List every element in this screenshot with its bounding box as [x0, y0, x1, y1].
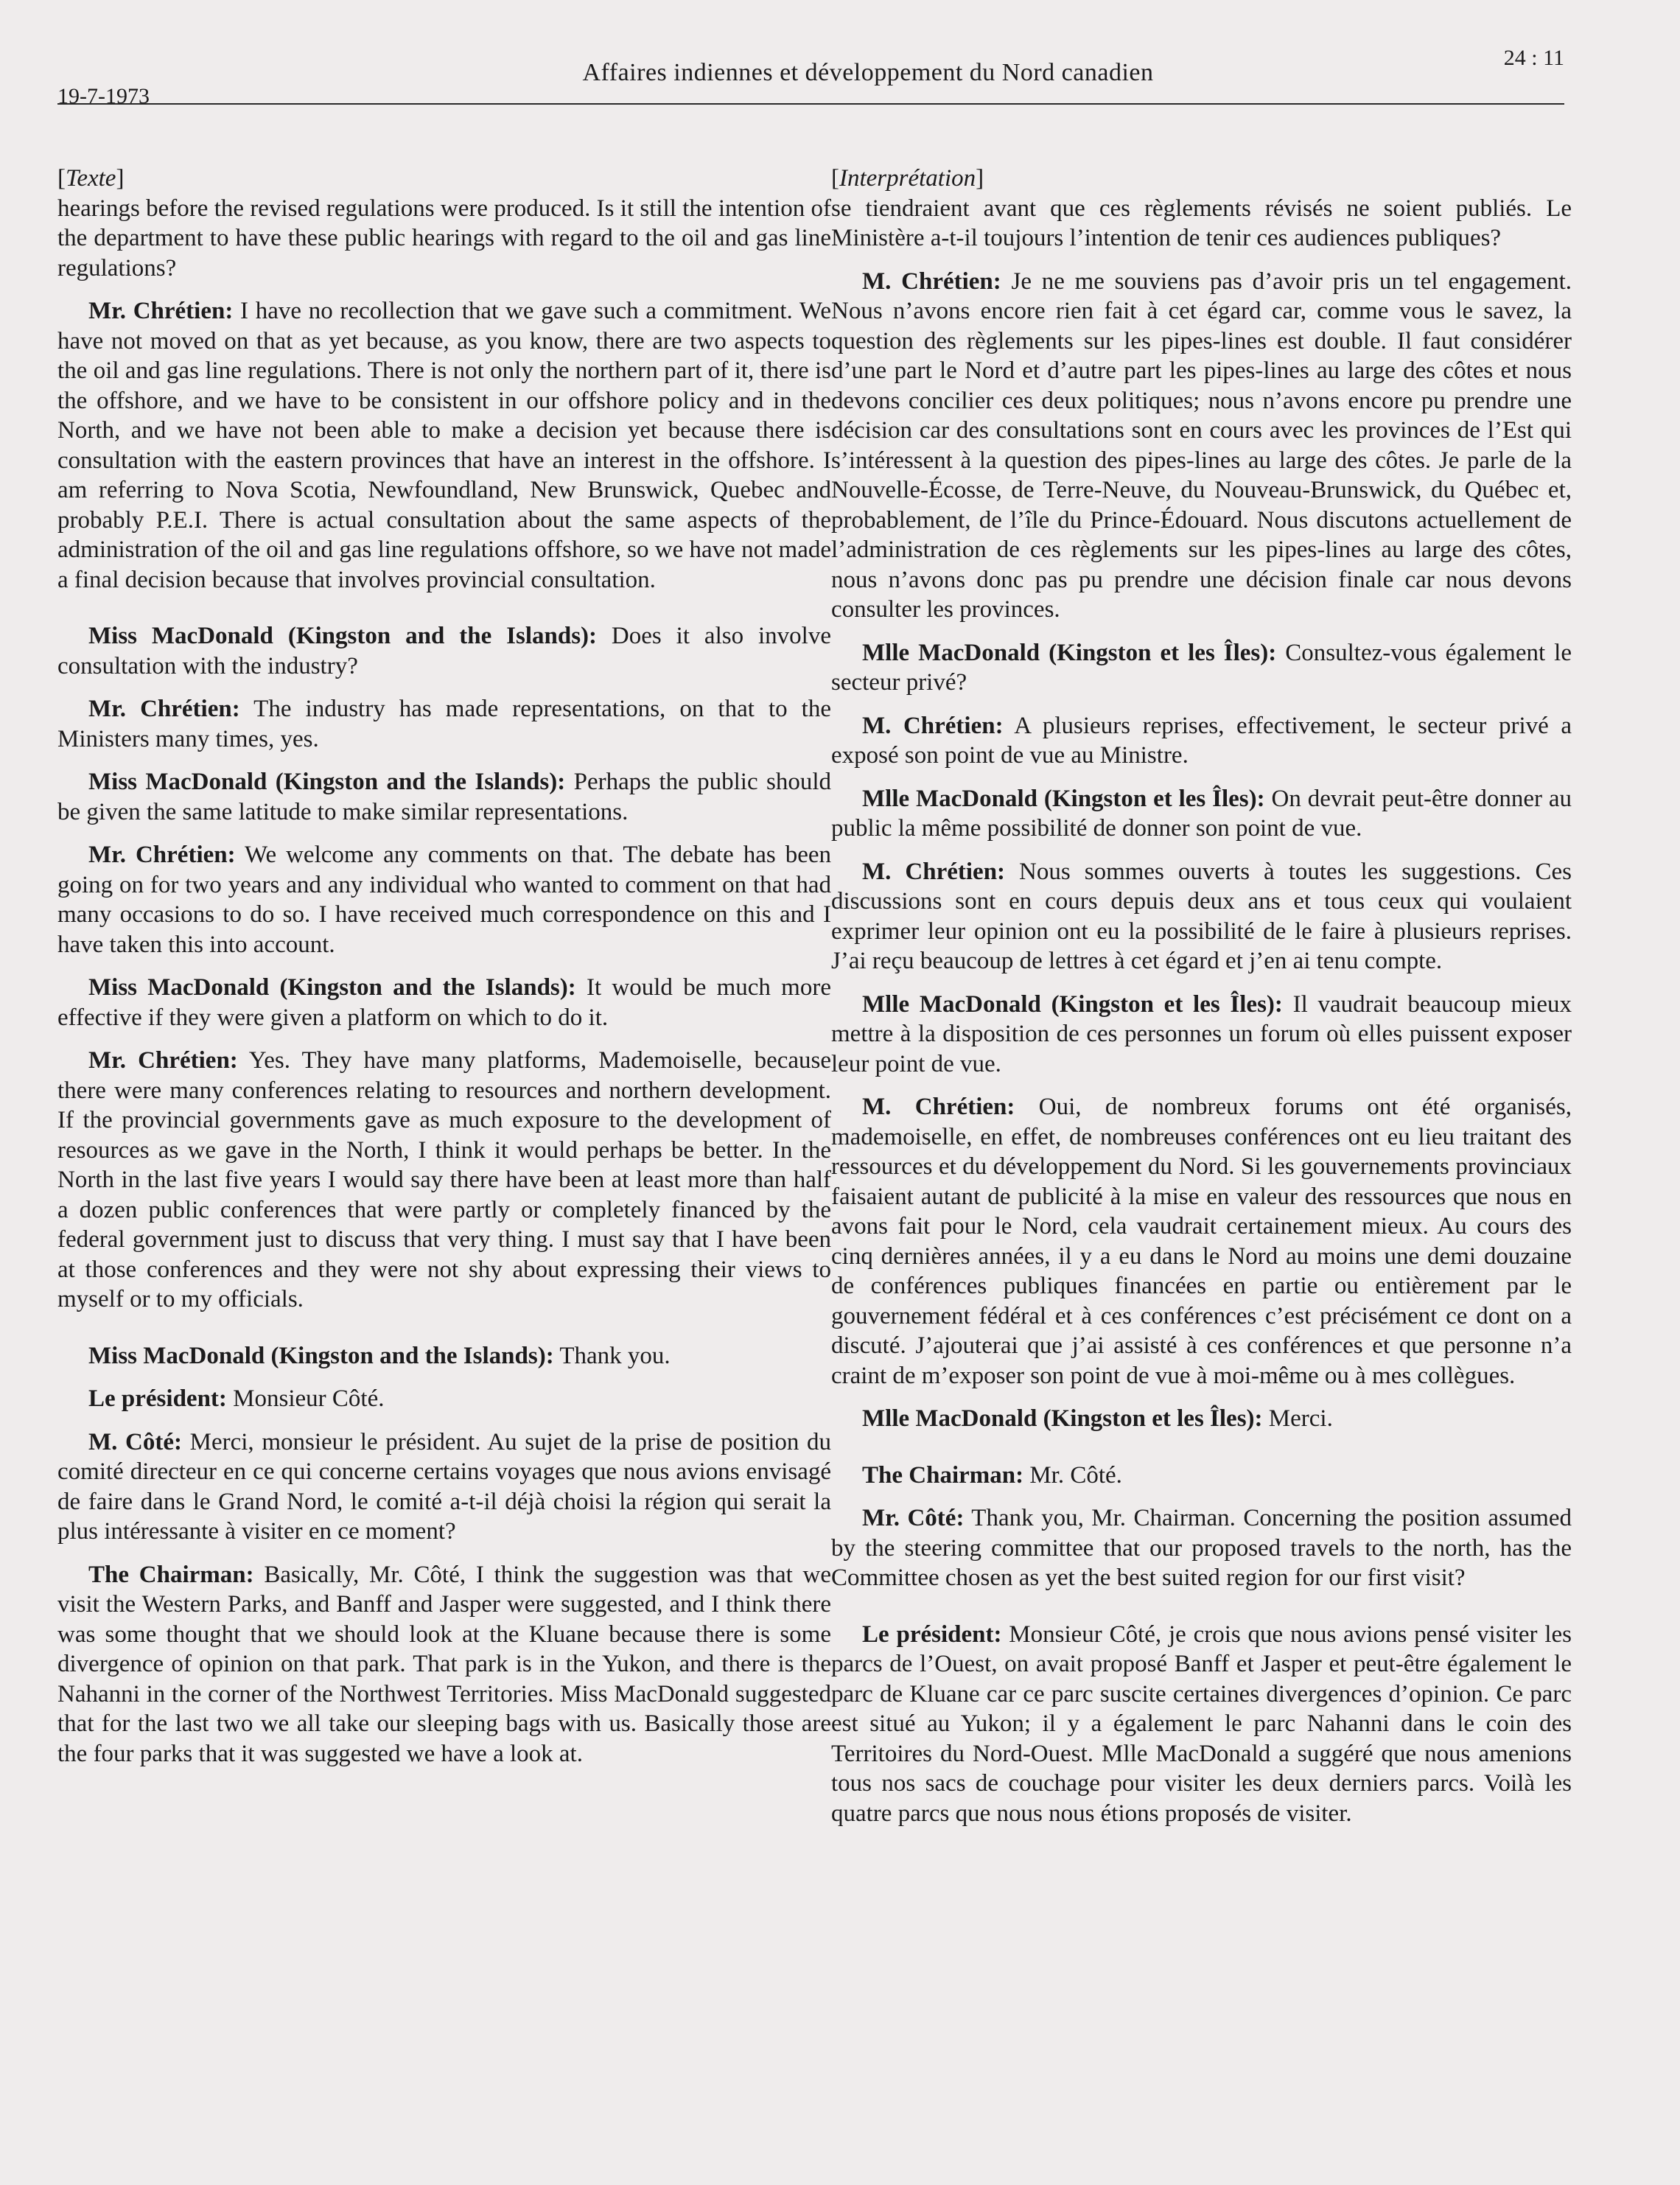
speaker-name: Mlle MacDonald (Kingston et les Îles):	[862, 639, 1277, 666]
speech-paragraph	[57, 1046, 831, 1315]
speaker-name: Miss MacDonald (Kingston and the Islands):	[88, 623, 598, 649]
speech-text: Nous sommes ouverts à toutes les suggestions. Ces discussions sont en cours depuis deux ans et tous ceux qui voulaient exprimer leur opinion ont eu la possibilité de le faire à plusieurs reprises. J’ai reçu beaucoup de lettres à cet égard et j’en ai tenu compte.	[831, 858, 1572, 974]
speaker-name: Miss MacDonald (Kingston and the Islands):	[88, 1342, 554, 1369]
left-column	[57, 164, 831, 1782]
speech-text: On devrait peut-être donner au public la même possibilité de donner son point de vue.	[831, 785, 1572, 842]
speech-paragraph	[831, 1461, 1572, 1491]
speech-paragraph	[831, 267, 1572, 625]
opening-paragraph: se tiendraient avant que ces règlements révisés ne soient publiés. Le Ministère a-t-il toujours l’intention de tenir ces audiences publiques?	[831, 195, 1572, 251]
speech-text: Je ne me souviens pas d’avoir pris un tel engagement. Nous n’avons encore rien fait à cet égard car, comme vous le savez, la question des règlements sur les pipes-lines est double. Il faut considérer d’une part le Nord et d’autre part les pipes-lines au large des côtes et nous devons concilier ces deux politiques; nous n’avons encore pu prendre une décision car des consultations sont en cours avec les provinces de l’Est qui s’intéressent à la question des pipes-lines au large des côtes. Je parle de la Nouvelle-Écosse, de Terre-Neuve, du Nouveau-Brunswick, du Québec et, probablement, de l’île du Prince-Édouard. Nous discutons actuellement de l’administration de ces règlements sur les pipes-lines au large des côtes, nous n’avons donc pas pu prendre une décision finale car nous devons consulter les provinces.	[831, 268, 1572, 623]
speech-text: Il vaudrait beaucoup mieux mettre à la disposition de ces personnes un forum où elles puissent exposer leur point de vue.	[831, 990, 1572, 1077]
speech-paragraph	[831, 784, 1572, 844]
page-header	[57, 29, 1564, 108]
speaker-name: M. Chrétien:	[862, 712, 1004, 739]
speech-paragraph	[831, 1503, 1572, 1593]
speaker-name: M. Chrétien:	[862, 858, 1006, 885]
speaker-name: Le président:	[88, 1385, 227, 1412]
speech-text: Yes. They have many platforms, Mademoiselle, because there were many conferences relating to resources and northern development. If the provincial governments gave as much exposure to the development of resources as we gave in the North, I think it would perhaps be better. In the North in the last five years I would say there have been at least more than half a dozen public conferences that were partly or completely financed by the federal government just to discuss that very thing. I must say that I have been at those conferences and they were not shy about expressing their views to myself or to my officials.	[57, 1047, 832, 1312]
speech-paragraph	[831, 1404, 1572, 1434]
speech-text: Merci.	[1262, 1405, 1333, 1432]
speech-text: Monsieur Côté, je crois que nous avions pensé visiter les parcs de l’Ouest, on avait proposé Banff et Jasper et peut-être également le parc de Kluane car ce parc suscite certaines divergences d’opinion. Ce parc est situé au Yukon; il y a également le parc Nahanni dans le coin des Territoires du Nord-Ouest. Mlle MacDonald a suggéré que nous amenions tous nos sacs de couchage pour visiter les deux derniers parcs. Voilà les quatre parcs que nous nous étions proposés de visiter.	[831, 1621, 1572, 1827]
header-date: 19-7-1973	[57, 84, 150, 108]
speech-text: The industry has made representations, on that to the Ministers many times, yes.	[57, 696, 831, 752]
speaker-name: Miss MacDonald (Kingston and the Islands):	[88, 769, 566, 795]
speaker-name: Le président:	[862, 1621, 1002, 1648]
speech-text: Mr. Côté.	[1023, 1461, 1122, 1489]
speaker-name: Mlle MacDonald (Kingston et les Îles):	[862, 785, 1265, 812]
speech-paragraph	[831, 990, 1572, 1080]
speech-text: I have no recollection that we gave such a commitment. We have not moved on that as yet because, as you know, there are two aspects to the oil and gas line regulations. There is not only the northern part of it, there is the offshore, and we have to be consistent in our offshore policy and in the North, and we have not been able to make a decision yet because there is consultation with the eastern provinces that have an interest in the offshore. I am referring to Nova Scotia, Newfoundland, New Brunswick, Quebec and probably P.E.I. There is actual consultation about the same aspects of the administration of the oil and gas line regulations offshore, so we have not made a final decision because that involves provincial consultation.	[57, 298, 832, 593]
speech-text: It would be much more effective if they were given a platform on which to do it.	[57, 974, 831, 1031]
speech-text: Perhaps the public should be given the same latitude to make similar representations.	[57, 769, 831, 825]
speech-paragraph	[831, 1092, 1572, 1391]
speaker-name: Mlle MacDonald (Kingston et les Îles):	[862, 1405, 1263, 1432]
speaker-name: Mr. Chrétien:	[88, 298, 234, 324]
speech-paragraph	[57, 1384, 831, 1414]
header-title: Affaires indiennes et développement du Nord canadien	[582, 59, 1154, 86]
speaker-name: The Chairman:	[862, 1461, 1024, 1489]
speech-list	[57, 296, 831, 1769]
speaker-name: The Chairman:	[88, 1561, 254, 1588]
speech-text: Basically, Mr. Côté, I think the suggestion was that we visit the Western Parks, and Banff and Jasper were suggested, and I think there was some thought that we should look at the Kluane because there is some divergence of opinion on that park. That park is in the Yukon, and there is the Nahanni in the corner of the Northwest Territories. Miss MacDonald suggested that for the last two we all take our sleeping bags with us. Basically those are the four parks that it was suggested we have a look at.	[57, 1561, 832, 1767]
speech-text: Thank you.	[553, 1342, 671, 1369]
speech-text: Monsieur Côté.	[226, 1385, 385, 1412]
speech-paragraph	[831, 711, 1572, 771]
speech-paragraph	[57, 694, 831, 754]
speech-paragraph	[57, 1427, 831, 1547]
speech-list	[831, 267, 1572, 1829]
speech-paragraph	[831, 1620, 1572, 1829]
speaker-name: Mr. Chrétien:	[88, 842, 236, 868]
speaker-name: Mlle MacDonald (Kingston et les Îles):	[862, 990, 1283, 1018]
speech-text: Merci, monsieur le président. Au sujet de la prise de position du comité directeur en ce qui concerne certains voyages que nous avions envisagé de faire dans le Grand Nord, le comité a-t-il déjà choisi la région qui serait la plus intéressante à visiter en ce moment?	[57, 1428, 832, 1545]
speaker-name: M. Chrétien:	[862, 1094, 1015, 1120]
speech-paragraph	[57, 840, 831, 959]
speech-text: A plusieurs reprises, effectivement, le secteur privé a exposé son point de vue au Ministre.	[831, 712, 1572, 769]
speaker-name: Mr. Chrétien:	[88, 1047, 238, 1074]
speech-text: Consultez-vous également le secteur privé?	[831, 639, 1572, 696]
speaker-name: Mr. Côté:	[862, 1505, 965, 1531]
speech-paragraph	[57, 621, 831, 681]
section-tag-label: Texte	[66, 165, 116, 192]
speech-paragraph	[57, 1341, 831, 1371]
speech-paragraph	[57, 296, 831, 595]
speech-text: We welcome any comments on that. The debate has been going on for two years and any individual who wanted to comment on that had many occasions to do so. I have received much correspondence on this and I have taken this into account.	[57, 842, 831, 958]
right-column	[831, 164, 1572, 1842]
header-page-number: 24 : 11	[1503, 46, 1564, 70]
speaker-name: M. Côté:	[88, 1428, 182, 1455]
speech-paragraph	[831, 638, 1572, 698]
speaker-name: Mr. Chrétien:	[88, 696, 240, 722]
speech-paragraph	[57, 973, 831, 1032]
speaker-name: Miss MacDonald (Kingston and the Islands):	[88, 974, 576, 1001]
speaker-name: M. Chrétien:	[862, 268, 1001, 295]
speech-paragraph	[57, 1560, 831, 1769]
section-tag-label: Interprétation	[839, 165, 976, 192]
speech-text: Thank you, Mr. Chairman. Concerning the position assumed by the steering committee that our proposed travels to the north, has the Committee chosen as yet the best suited region for our first visit?	[831, 1505, 1572, 1591]
speech-paragraph	[831, 857, 1572, 976]
speech-paragraph	[57, 767, 831, 827]
opening-paragraph: hearings before the revised regulations were produced. Is it still the intention of the department to have these public hearings with regard to the oil and gas line regulations?	[57, 195, 831, 282]
speech-text: Does it also involve consultation with the industry?	[57, 623, 831, 679]
section-tag-right: [Interprétation]	[831, 165, 984, 192]
section-tag-left: [Texte]	[57, 165, 125, 192]
speech-text: Oui, de nombreux forums ont été organisés, mademoiselle, en effet, de nombreuses conférences ont eu lieu traitant des ressources et du développement du Nord. Si les gouvernements provinciaux faisaient autant de publicité à la mise en valeur des ressources que nous en avons fait pour le Nord, cela vaudrait certainement mieux. Au cours des cinq dernières années, il y a eu dans le Nord au moins une demi douzaine de conférences publiques financées en partie ou entièrement par le gouvernement fédéral et à ces conférences c’est précisément ce dont on a discuté. J’ajouterai que j’ai assisté à ces conférences et que personne n’a craint de m’exposer son point de vue à moi-même ou à mes collègues.	[831, 1094, 1572, 1389]
